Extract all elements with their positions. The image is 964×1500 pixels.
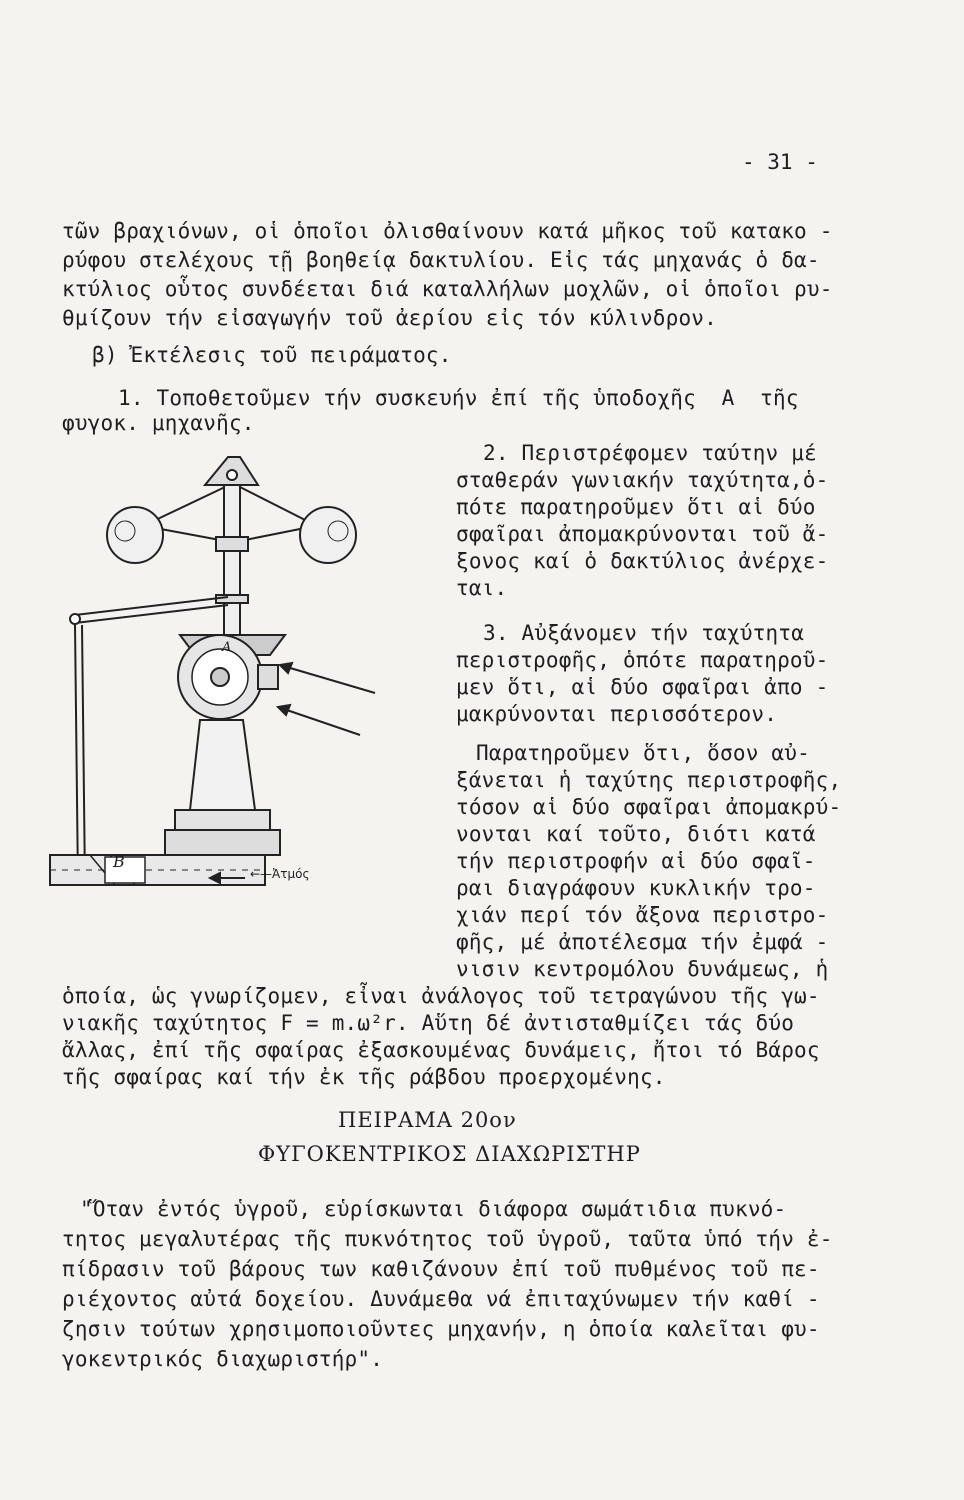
right-column-line: περιστροφῆς, ὁπότε παρατηροῦ- [456,648,829,672]
valve-b [105,857,145,883]
right-column-line: τήν περιστροφήν αἱ δύο σφαῖ- [456,849,816,873]
governor-spindle [224,485,240,645]
quote-line: τητος μεγαλυτέρας τῆς πυκνότητος τοῦ ὑγροῦ, ταῦτα ὑπό τήν ἐ- [62,1227,833,1251]
text-line: κτύλιος οὗτος συνδέεται διά καταλλήλων μοχλῶν, οἱ ὁποῖοι ρυ- [62,277,833,301]
figure-letter-b: Β [113,852,125,871]
right-column-line: νονται καί τοῦτο, διότι κατά [456,822,816,846]
sliding-collar [216,537,248,551]
text-line: νιακῆς ταχύτητος F = m.ω²r. Αὕτη δέ ἀντισταθμίζει τάς δύο [62,1011,795,1035]
text-line: θμίζουν τήν εἰσαγωγήν τοῦ ἀερίου εἰς τόν κύλινδρον. [62,306,717,330]
steam-label: ←—Ἀτμός [250,867,310,881]
lever-rod [75,597,228,615]
quote-line: ριέχοντος αὐτά δοχείου. Δυνάμεθα νά ἐπιταχύνωμεν τήν καθί - [62,1287,820,1311]
right-column-line: ραι διαγράφουν κυκλικήν τρο- [456,876,816,900]
right-column-line: σταθεράν γωνιακήν ταχύτητα,ὁ- [456,468,829,492]
quote-line: "Ὅταν ἐντός ὑγροῦ, εὑρίσκωνται διάφορα σωμάτιδια πυκνό- [80,1197,787,1221]
page-number: - 31 - [742,150,818,174]
right-column-line: τόσον αἱ δύο σφαῖραι ἀπομακρύ- [456,795,842,819]
right-column-line: χιάν περί τόν ἄξονα περιστρο- [456,903,829,927]
right-column-line: μεν ὅτι, αἱ δύο σφαῖραι ἀπο - [456,675,829,699]
experiment-title: ΠΕΙΡΑΜΑ 20ον [338,1108,517,1132]
right-column-line: νισιν κεντρομόλου δυνάμεως, ἡ [456,957,829,981]
section-heading: β) Ἐκτέλεσις τοῦ πειράματος. [92,343,452,367]
quote-line: γοκεντρικός διαχωριστήρ". [62,1347,384,1371]
quote-line: πίδρασιν τοῦ βάρους των καθιζάνουν ἐπί τοῦ πυθμένος τοῦ πε- [62,1257,820,1281]
figure-letter-a: Α [222,640,232,655]
vertical-rod [75,625,78,885]
right-column-line: 3. Αὐξάνομεν τήν ταχύτητα [483,621,805,645]
right-column-line: φῆς, μέ ἀποτέλεσμα τήν ἐμφά - [456,930,829,954]
right-column-line: Παρατηροῦμεν ὅτι, ὅσον αὐ- [476,741,810,765]
text-line: τῶν βραχιόνων, οἱ ὁποῖοι ὀλισθαίνουν κατά μῆκος τοῦ κατακο - [62,219,833,243]
governor-base [165,830,280,855]
arrow-line [280,665,375,693]
right-column-line: 2. Περιστρέφομεν ταύτην μέ [483,441,817,465]
text-line: τῆς σφαίρας καί τήν ἐκ τῆς ράβδου προερχομένης. [62,1065,666,1089]
experiment-subtitle: ΦΥΓΟΚΕΝΤΡΙΚΟΣ ΔΙΑΧΩΡΙΣΤΗΡ [258,1142,641,1166]
text-line: ἄλλας, ἐπί τῆς σφαίρας ἐξασκουμένας δυνάμεις, ἤτοι τό Βάρος [62,1038,820,1062]
right-column-line: ξονος καί ὁ δακτύλιος ἀνέρχε- [456,549,829,573]
right-column-line: ται. [456,576,508,600]
text-line: 1. Τοποθετοῦμεν τήν συσκευήν ἐπί τῆς ὑποδοχῆς Α τῆς [118,386,799,410]
right-column-line: πότε παρατηροῦμεν ὅτι αἱ δύο [456,495,816,519]
text-line: ὁποία, ὡς γνωρίζομεν, εἶναι ἀνάλογος τοῦ τετραγώνου τῆς γω- [62,984,820,1008]
text-line: ρύφου στελέχους τῇ βοηθείᾳ δακτυλίου. Εἰς τάς μηχανάς ὁ δα- [62,248,820,272]
governor-pillar [190,720,255,810]
centrifugal-governor-figure [30,445,440,915]
right-column-line: σφαῖραι ἀπομακρύνονται τοῦ ἄ- [456,522,829,546]
right-column-line: μακρύνονται περισσότερον. [456,702,778,726]
right-column-line: ξάνεται ἡ ταχύτης περιστροφῆς, [456,768,842,792]
text-line: φυγοκ. μηχανῆς. [62,411,255,435]
quote-line: ζησιν τούτων χρησιμοποιοῦντες μηχανήν, η ὁποία καλεῖται φυ- [62,1317,820,1341]
